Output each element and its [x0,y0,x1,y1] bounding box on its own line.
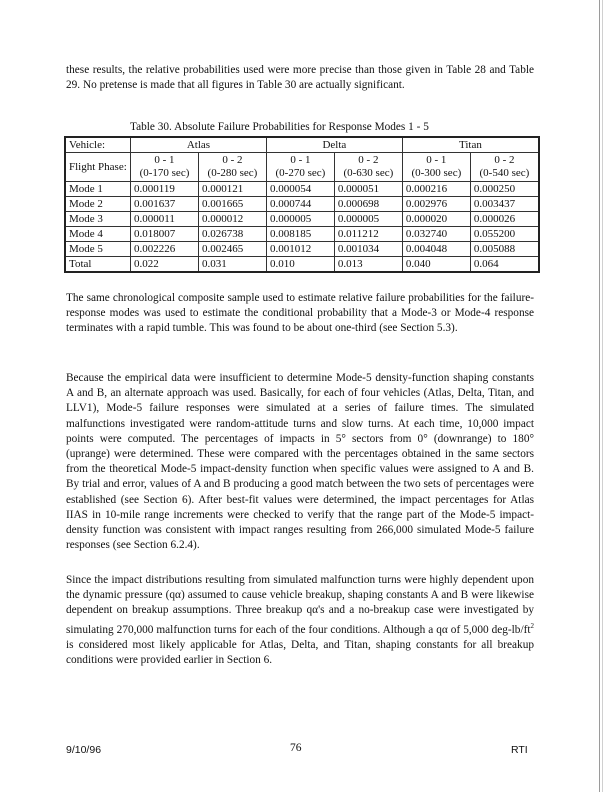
flight-phase-row [65,153,539,182]
phase-time: (0-170 sec) [139,167,190,179]
table-row-total [65,257,539,273]
table-row [65,212,539,227]
phase-time: (0-280 sec) [207,167,258,179]
table-cell: 0.001012 [266,242,334,257]
phase-time: (0-540 sec) [479,167,530,179]
phase-cell [266,153,334,182]
vehicle-header-row [65,137,539,153]
paragraph-breakup-conditions [66,573,534,668]
footer-org: RTI [511,744,528,756]
table-cell: 0.010 [266,257,334,273]
table-caption: Table 30. Absolute Failure Probabilities for Response Modes 1 - 5 [130,121,429,133]
table-cell: 0.013 [334,257,402,273]
page-edge-rule-shadow [602,0,603,792]
table-cell: 0.001034 [334,242,402,257]
paragraph-text: is considered most likely applicable for Atlas, Delta, and Titan, shaping constants for all breakup conditions were provided earlier in Section 6. [66,638,534,666]
table-cell: 0.000216 [402,182,470,197]
phase-range: 0 - 2 [494,154,515,166]
phase-cell [334,153,402,182]
table-cell: 0.055200 [470,227,539,242]
table-cell: 0.064 [470,257,539,273]
table-cell: 0.001665 [198,197,266,212]
phase-cell [198,153,266,182]
table-cell: 0.032740 [402,227,470,242]
table-cell: 0.000744 [266,197,334,212]
table-cell: 0.040 [402,257,470,273]
phase-range: 0 - 1 [290,154,311,166]
table-row [65,242,539,257]
table-cell: 0.000051 [334,182,402,197]
phase-time: (0-300 sec) [411,167,462,179]
table-row [65,197,539,212]
phase-time: (0-630 sec) [343,167,394,179]
table-cell: 0.000119 [131,182,199,197]
paragraph-shaping-constants: Because the empirical data were insufficient to determine Mode-5 density-function shaping constants A and B, an alternate approach was used. Basically, for each of four vehicles (Atlas, Delta, Titan, and LLV1), Mode-5 failure responses were simulated at a series of failure times. The simulated malfunctions investigated were random-attitude turns and slow turns. At each time, 10,000 impact points were computed. The percentages of impacts in 5° sectors from 0° (downrange) to 180° (uprange) were determined. These were compared with the percentages obtained in the same sectors from the theoretical Mode-5 impact-density function when specific values were assigned to A and B. By trial and error, values of A and B producing a good match between the two sets of percentages were established (see Section 6). After best-fit values were determined, the impact percentages for Atlas IIAS in 10-mile range increments were checked to verify that the range part of the Mode-5 impact-density function was consistent with impact ranges resulting from 266,000 simulated Mode-5 failure responses (see Section 6.2.4). [66,372,534,552]
row-label: Total [65,257,131,273]
table-cell: 0.005088 [470,242,539,257]
table-cell: 0.018007 [131,227,199,242]
phase-range: 0 - 2 [358,154,379,166]
table-cell: 0.000011 [131,212,199,227]
table-cell: 0.000005 [266,212,334,227]
phase-range: 0 - 1 [154,154,175,166]
page-number: 76 [290,742,302,754]
vehicle-label: Vehicle: [65,137,131,153]
phase-cell [470,153,539,182]
paragraph-conditional-probability: The same chronological composite sample used to estimate relative failure probabilities for the failure-response modes was used to estimate the conditional probability that a Mode-3 or Mode-4 response terminates with a rapid tumble. This was found to be about one-third (see Section 5.3). [66,292,534,335]
table-cell: 0.022 [131,257,199,273]
row-label: Mode 2 [65,197,131,212]
table-cell: 0.002976 [402,197,470,212]
failure-probability-table [64,136,540,273]
table-cell: 0.008185 [266,227,334,242]
row-label: Mode 5 [65,242,131,257]
table-cell: 0.000698 [334,197,402,212]
row-label: Mode 3 [65,212,131,227]
page-edge-rule [599,0,600,792]
phase-range: 0 - 1 [426,154,447,166]
phase-cell [131,153,199,182]
vehicle-atlas: Atlas [131,137,267,153]
table-row [65,227,539,242]
superscript-two: 2 [530,621,534,630]
vehicle-delta: Delta [266,137,402,153]
table-cell: 0.011212 [334,227,402,242]
table-cell: 0.000054 [266,182,334,197]
table-cell: 0.000012 [198,212,266,227]
table-cell: 0.001637 [131,197,199,212]
table-cell: 0.002465 [198,242,266,257]
table-cell: 0.000026 [470,212,539,227]
flight-phase-label: Flight Phase: [65,153,131,182]
table-cell: 0.000250 [470,182,539,197]
phase-cell [402,153,470,182]
phase-time: (0-270 sec) [275,167,326,179]
vehicle-titan: Titan [402,137,539,153]
row-label: Mode 1 [65,182,131,197]
table-cell: 0.031 [198,257,266,273]
table-cell: 0.002226 [131,242,199,257]
row-label: Mode 4 [65,227,131,242]
paragraph-text: Since the impact distributions resulting from simulated malfunction turns were highly dependent upon the dynamic pressure (qα) assumed to cause vehicle breakup, shaping constants A and B were likewise dependent on breakup assumptions. Three breakup qα's and a no-breakup case were investigated by simulating 270,000 malfunction turns for each of the four conditions. Although a qα of 5,000 deg-lb/ft [66,574,534,636]
table-row [65,182,539,197]
paragraph-intro: these results, the relative probabilities used were more precise than those given in Table 28 and Table 29. No pretense is made that all figures in Table 30 are actually significant. [66,64,534,92]
phase-range: 0 - 2 [222,154,243,166]
table-cell: 0.000020 [402,212,470,227]
table-cell: 0.000005 [334,212,402,227]
table-cell: 0.004048 [402,242,470,257]
footer-date: 9/10/96 [66,744,102,756]
table-cell: 0.000121 [198,182,266,197]
table-cell: 0.003437 [470,197,539,212]
table-cell: 0.026738 [198,227,266,242]
